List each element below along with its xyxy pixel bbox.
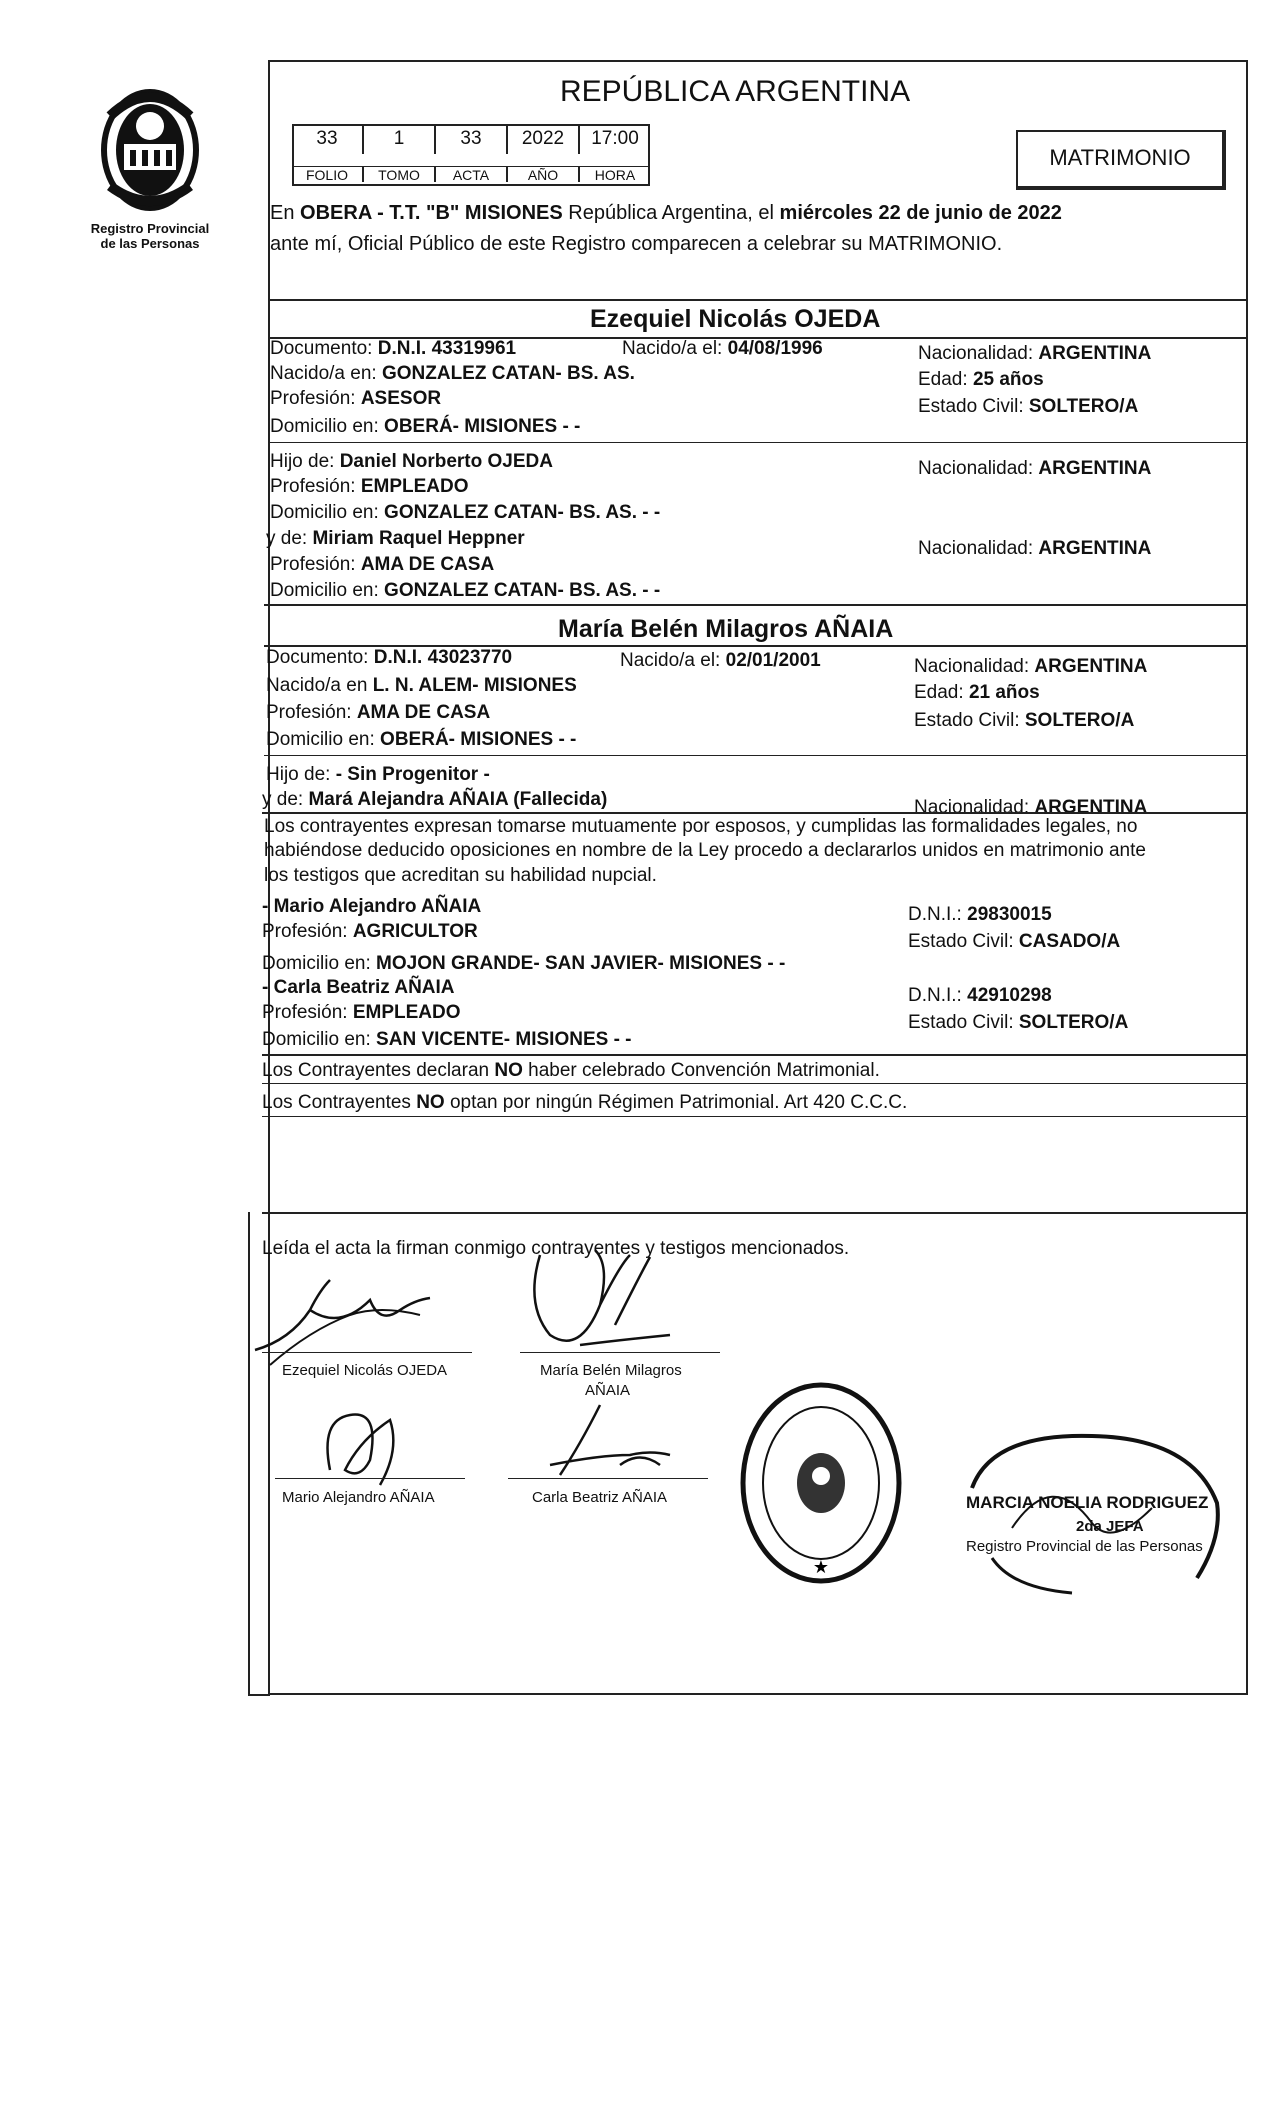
official-office: Registro Provincial de las Personas (966, 1538, 1203, 1555)
witness-2-name: - Carla Beatriz AÑAIA (262, 977, 455, 998)
logo-caption: Registro Provincial de las Personas (90, 221, 210, 251)
intro-line-2: ante mí, Oficial Público de este Registro comparecen a celebrar su MATRIMONIO. (270, 233, 1003, 255)
groom-nationality: Nacionalidad: ARGENTINA (918, 343, 1152, 364)
bride-mother: y de: Mará Alejandra AÑAIA (Fallecida) (262, 789, 608, 810)
ano-caption: AÑO (508, 166, 580, 182)
intro-line-1: En OBERA - T.T. "B" MISIONES República Argentina, el miércoles 22 de junio de 2022 (270, 202, 1062, 224)
matrimonial-convention-note: Los Contrayentes declaran NO haber celebrado Convención Matrimonial. (262, 1060, 880, 1081)
witness-1-name: - Mario Alejandro AÑAIA (262, 896, 482, 917)
groom-civil-status: Estado Civil: SOLTERO/A (918, 396, 1139, 417)
witness-1-civil-status: Estado Civil: CASADO/A (908, 931, 1121, 952)
document-type: MATRIMONIO (1049, 145, 1191, 170)
tomo-caption: TOMO (364, 166, 436, 182)
bride-nationality: Nacionalidad: ARGENTINA (914, 656, 1148, 677)
bride-signature-icon (520, 1245, 700, 1365)
bride-profession: Profesión: AMA DE CASA (266, 702, 491, 723)
acta-caption: ACTA (436, 166, 508, 182)
groom-father-nationality: Nacionalidad: ARGENTINA (918, 458, 1152, 479)
bride-mother-nationality: Nacionalidad: ARGENTINA (914, 797, 1148, 818)
patrimonial-regime-note: Los Contrayentes NO optan por ningún Régimen Patrimonial. Art 420 C.C.C. (262, 1092, 908, 1113)
witness-2-signature-icon (520, 1395, 700, 1495)
groom-mother: y de: Miriam Raquel Heppner (266, 528, 525, 549)
bride-document: Documento: D.N.I. 43023770 (266, 647, 513, 668)
tomo-value: 1 (364, 124, 436, 154)
bride-name: María Belén Milagros AÑAIA (558, 615, 894, 643)
groom-document: Documento: D.N.I. 43319961 (270, 338, 517, 359)
declaration-line-1: Los contrayentes expresan tomarse mutuamente por esposos, y cumplidas las formalidades legales, no (264, 816, 1138, 837)
bride-birthdate: Nacido/a el: 02/01/2001 (620, 650, 821, 671)
bride-signature-label-1: María Belén Milagros (540, 1362, 682, 1379)
witness-2-dni: D.N.I.: 42910298 (908, 985, 1052, 1006)
groom-mother-nationality: Nacionalidad: ARGENTINA (918, 538, 1152, 559)
witness-1-profession: Profesión: AGRICULTOR (262, 921, 478, 942)
witness-1-signature-label: Mario Alejandro AÑAIA (282, 1489, 435, 1506)
witness-2-profession: Profesión: EMPLEADO (262, 1002, 461, 1023)
folio-value: 33 (292, 124, 364, 154)
acta-value: 33 (436, 124, 508, 154)
groom-father: Hijo de: Daniel Norberto OJEDA (270, 451, 553, 472)
registry-logo (80, 86, 220, 251)
groom-domicile: Domicilio en: OBERÁ- MISIONES - - (270, 416, 581, 437)
hora-value: 17:00 (591, 128, 639, 149)
bride-civil-status: Estado Civil: SOLTERO/A (914, 710, 1135, 731)
groom-mother-domicile: Domicilio en: GONZALEZ CATAN- BS. AS. - - (270, 580, 661, 601)
official-name: MARCIA NOELIA RODRIGUEZ (966, 1493, 1209, 1512)
bride-domicile: Domicilio en: OBERÁ- MISIONES - - (266, 729, 577, 750)
delegation-seal-icon (736, 1378, 906, 1588)
groom-birthplace: Nacido/a en: GONZALEZ CATAN- BS. AS. (270, 363, 635, 384)
groom-mother-profession: Profesión: AMA DE CASA (270, 554, 495, 575)
groom-name: Ezequiel Nicolás OJEDA (590, 305, 881, 333)
bride-birthplace: Nacido/a en L. N. ALEM- MISIONES (266, 675, 577, 696)
page-title: REPÚBLICA ARGENTINA (560, 75, 911, 108)
document-type-box (1016, 130, 1226, 190)
groom-age: Edad: 25 años (918, 369, 1044, 390)
witness-1-signature-icon (300, 1400, 440, 1490)
groom-birthdate: Nacido/a el: 04/08/1996 (622, 338, 823, 359)
witness-1-domicile: Domicilio en: MOJON GRANDE- SAN JAVIER- MISIONES - - (262, 953, 786, 974)
groom-father-domicile: Domicilio en: GONZALEZ CATAN- BS. AS. - - (270, 502, 661, 523)
groom-signature-label: Ezequiel Nicolás OJEDA (282, 1362, 448, 1379)
witness-2-civil-status: Estado Civil: SOLTERO/A (908, 1012, 1129, 1033)
svg-text:★: ★ (812, 1557, 830, 1578)
bride-signature-label-2: AÑAIA (585, 1382, 631, 1399)
witness-2-signature-label: Carla Beatriz AÑAIA (532, 1489, 668, 1506)
groom-profession: Profesión: ASESOR (270, 388, 442, 409)
witness-2-domicile: Domicilio en: SAN VICENTE- MISIONES - - (262, 1029, 632, 1050)
groom-father-profession: Profesión: EMPLEADO (270, 476, 469, 497)
declaration-line-2: habiéndose deducido oposiciones en nombre de la Ley procedo a declararlos unidos en matrimonio ante (264, 840, 1146, 861)
folio-caption: FOLIO (292, 166, 364, 182)
witness-1-dni: D.N.I.: 29830015 (908, 904, 1052, 925)
signatures-intro: Leída el acta la firman conmigo contrayentes y testigos mencionados. (262, 1238, 850, 1259)
bride-father: Hijo de: - Sin Progenitor - (266, 764, 490, 785)
bride-age: Edad: 21 años (914, 682, 1040, 703)
declaration-line-3: los testigos que acreditan su habilidad nupcial. (264, 865, 657, 886)
ano-value: 2022 (508, 124, 580, 154)
hora-caption: HORA (580, 166, 650, 182)
provincial-coat-of-arms-icon (80, 86, 220, 216)
official-role: 2da JEFA (1076, 1518, 1144, 1535)
groom-signature-icon (250, 1270, 450, 1370)
